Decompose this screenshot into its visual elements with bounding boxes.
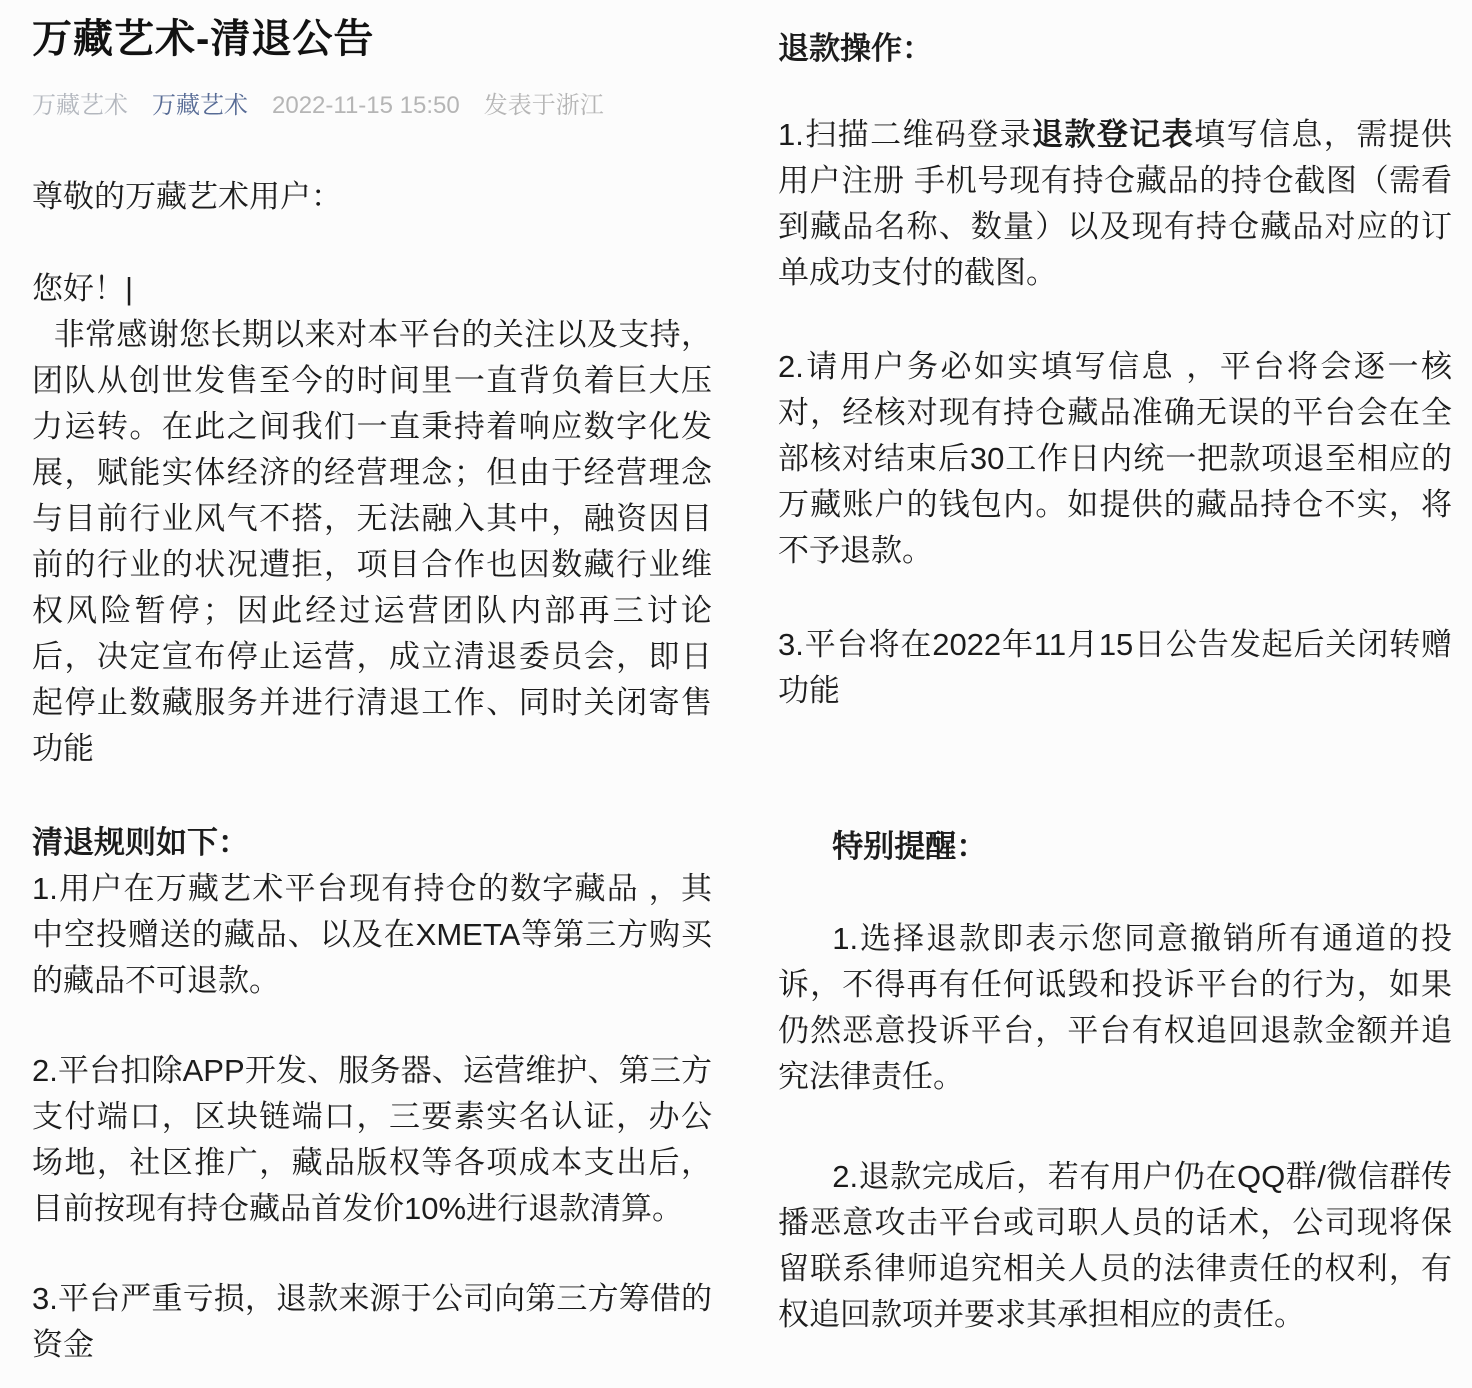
- refund-form-name: 退款登记表: [1032, 117, 1195, 152]
- notice-item: 2.退款完成后，若有用户仍在QQ群/微信群传播恶意攻击平台或司职人员的话术，公司现将保留联系律师追究相关人员的法律责任的权利，有权追回款项并要求其承担相应的责任。: [778, 1159, 1452, 1332]
- refund-step-text: 填写信息，需提供用户注册 手机号现有持仓藏品的持仓截图（需看到藏品名称、数量）以及现有持仓藏品对应的订单成功支付的截图。: [778, 117, 1453, 290]
- notice-heading: 特别提醒：: [832, 829, 988, 864]
- refund-steps-list: [778, 112, 1452, 714]
- refund-step: 2.请用户务必如实填写信息 ，平台将会逐一核对，经核对现有持仓藏品准确无误的平台会在全部核对结束后30工作日内统一把款项退至相应的万藏账户的钱包内。如提供的藏品持仓不实，将不予退款。: [778, 349, 1452, 568]
- page-title: 万藏艺术-清退公告: [32, 17, 375, 61]
- rule-item: 3.平台严重亏损，退款来源于公司向第三方筹借的资金: [32, 1281, 712, 1362]
- publish-location: 发表于浙江: [483, 92, 604, 119]
- rules-list: [32, 866, 712, 1368]
- intro-paragraph: 非常感谢您长期以来对本平台的关注以及支持，团队从创世发售至今的时间里一直背负着巨大压力运转。在此之间我们一直秉持着响应数字化发展，赋能实体经济的经营理念；但由于经营理念与目前行业风气不搭，无法融入其中，融资因目前的行业的状况遭拒，项目合作也因数藏行业维权风险暂停；因此经过运营团队内部再三讨论后，决定宣布停止运营，成立清退委员会，即日起停止数藏服务并进行清退工作、同时关闭寄售功能: [32, 317, 712, 766]
- refund-heading: 退款操作：: [778, 31, 933, 66]
- salutation: 尊敬的万藏艺术用户：: [32, 179, 342, 214]
- account-link[interactable]: 万藏艺术: [152, 92, 248, 119]
- greeting: 您好！|: [32, 271, 134, 306]
- refund-step: [778, 112, 1452, 296]
- author-name: 万藏艺术: [32, 92, 128, 119]
- notices-list: [778, 916, 1452, 1338]
- byline: [32, 92, 712, 120]
- right-column: [736, 0, 1472, 1388]
- rule-item: 2.平台扣除APP开发、服务器、运营维护、第三方支付端口，区块链端口，三要素实名认证，办公场地，社区推广，藏品版权等各项成本支出后，目前按现有持仓藏品首发价10%进行退款清算。: [32, 1053, 712, 1226]
- refund-step: 3.平台将在2022年11月15日公告发起后关闭转赠功能: [778, 627, 1452, 708]
- publish-datetime: 2022-11-15 15:50: [272, 92, 460, 119]
- rule-item: 1.用户在万藏艺术平台现有持仓的数字藏品 ，其中空投赠送的藏品、以及在XMETA等第三方购买的藏品不可退款。: [32, 871, 712, 998]
- rules-heading: 清退规则如下：: [32, 825, 249, 860]
- notice-item: 1.选择退款即表示您同意撤销所有通道的投诉，不得再有任何诋毁和投诉平台的行为，如果仍然恶意投诉平台，平台有权追回退款金额并追究法律责任。: [778, 921, 1452, 1094]
- refund-step-text: 1.扫描二维码登录: [778, 117, 1033, 152]
